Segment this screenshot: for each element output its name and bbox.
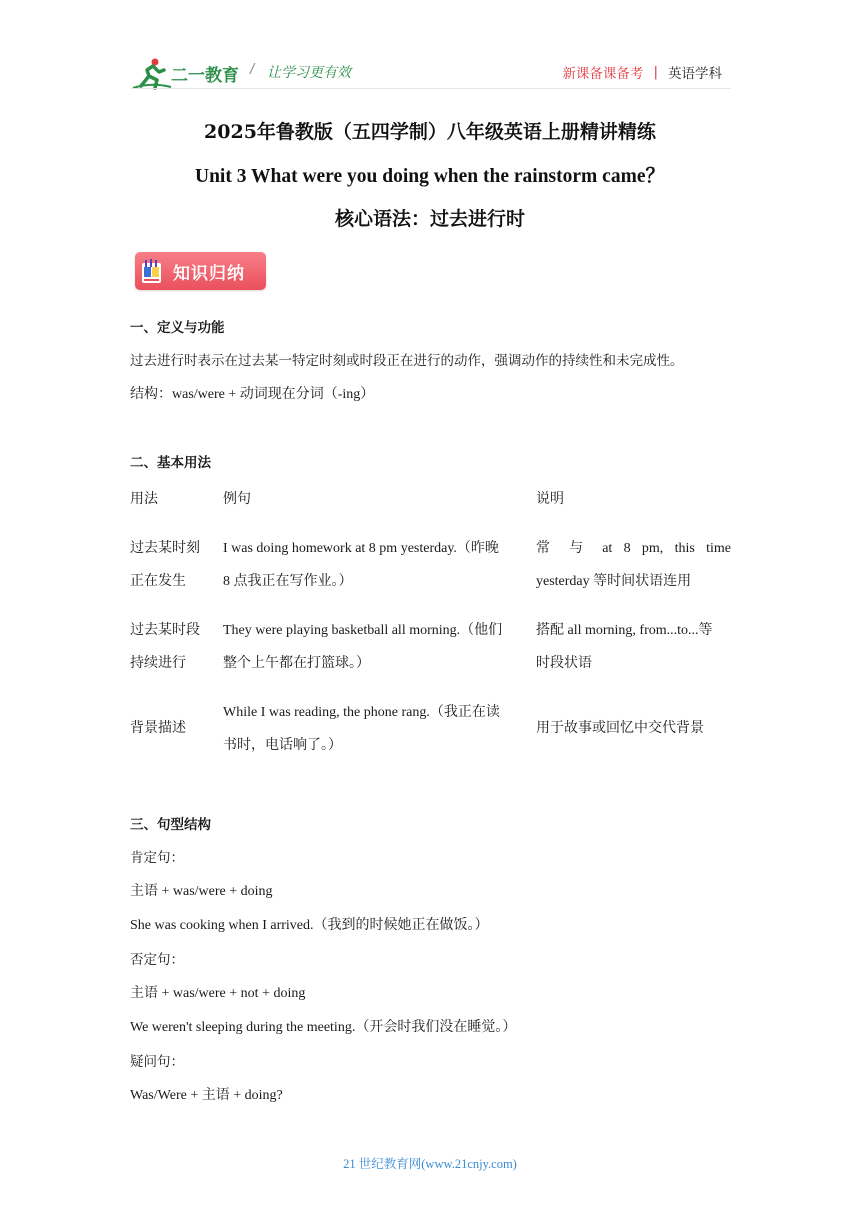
affirmative-formula: 主语 + was/were + doing (130, 884, 273, 899)
question-formula: Was/Were + 主语 + doing? (130, 1088, 283, 1103)
example-line: 8 点我正在写作业。） (223, 574, 353, 589)
notebook-icon (140, 257, 164, 285)
usage-line: 正在发生 (130, 573, 186, 589)
header-course: 新课备课备考 (562, 66, 644, 82)
logo-text: 二一教育 (171, 66, 239, 86)
affirmative-example: She was cooking when I arrived.（我到的时候她正在做饭。） (130, 918, 489, 933)
runner-logo-icon (131, 56, 243, 90)
section2-heading: 二、基本用法 (130, 455, 211, 471)
table-header-note: 说明 (536, 491, 564, 507)
example-line: 整个上午都在打篮球。） (223, 656, 370, 671)
example-line: 书时，电话响了。） (223, 738, 342, 753)
header-subject-name: 英语学科 (668, 66, 722, 82)
banner-label: 知识归纳 (173, 264, 245, 284)
table-row-example (223, 532, 525, 598)
note-line: 搭配 all morning, from...to...等 (536, 623, 713, 638)
table-row-note (536, 712, 731, 745)
usage-line: 背景描述 (130, 720, 186, 736)
note-line: 常 与 at 8 pm, this time (536, 541, 731, 556)
structure-text: 结构：was/were + 动词现在分词（-ing） (130, 387, 375, 402)
usage-line: 过去某时刻 (130, 540, 200, 556)
document-title: 2025年鲁教版（五四学制）八年级英语上册精讲精练 (204, 121, 656, 143)
question-label: 疑问句： (130, 1054, 184, 1070)
knowledge-banner (135, 252, 266, 290)
example-line: I was doing homework at 8 pm yesterday.（昨晚 (223, 541, 499, 556)
negative-label: 否定句： (130, 952, 184, 968)
section3-heading: 三、句型结构 (130, 817, 211, 833)
slogan: 让学习更有效 (267, 65, 351, 81)
header-divider: | (653, 64, 658, 80)
negative-formula: 主语 + was/were + not + doing (130, 986, 306, 1001)
usage-line: 持续进行 (130, 655, 186, 671)
negative-example: We weren't sleeping during the meeting.（开会时我们没在睡觉。） (130, 1020, 517, 1035)
slogan-separator: / (250, 61, 255, 78)
usage-line: 过去某时段 (130, 622, 200, 638)
table-row (130, 532, 215, 598)
table-row-note (536, 614, 731, 680)
table-row-example (223, 614, 525, 680)
table-header-example: 例句 (223, 491, 251, 507)
note-line: 用于故事或回忆中交代背景 (536, 720, 704, 736)
table-row (130, 614, 215, 680)
table-header-usage: 用法 (130, 491, 158, 507)
page-header (0, 0, 860, 100)
example-line: While I was reading, the phone rang.（我正在读 (223, 705, 500, 720)
definition-text: 过去进行时表示在过去某一特定时刻或时段正在进行的动作，强调动作的持续性和未完成性。 (130, 353, 684, 369)
affirmative-label: 肯定句： (130, 850, 184, 866)
example-line: They were playing basketball all morning.（他们 (223, 623, 503, 638)
table-row-example (223, 696, 525, 762)
table-row-note (536, 532, 731, 598)
logo (131, 56, 243, 90)
page-footer[interactable]: 21 世纪教育网(www.21cnjy.com) (343, 1157, 517, 1171)
grammar-title: 核心语法：过去进行时 (334, 208, 525, 230)
table-row (130, 712, 215, 745)
section1-heading: 一、定义与功能 (130, 320, 225, 336)
note-line: 时段状语 (536, 656, 592, 671)
note-line: yesterday 等时间状语连用 (536, 574, 692, 589)
header-subject (562, 62, 722, 82)
unit-title: Unit 3 What were you doing when the rainstorm came？ (195, 166, 665, 187)
header-rule (131, 88, 731, 89)
